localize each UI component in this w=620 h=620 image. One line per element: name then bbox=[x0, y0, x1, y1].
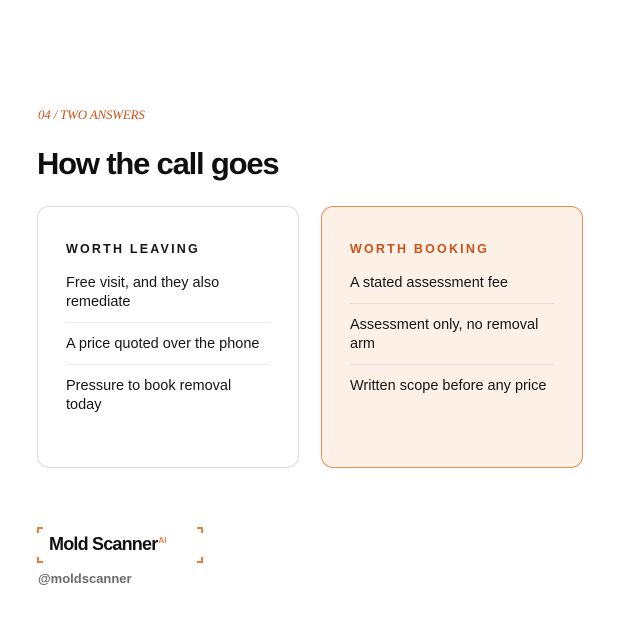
list-item: A price quoted over the phone bbox=[66, 323, 270, 365]
card-heading-booking: WORTH BOOKING bbox=[350, 242, 490, 256]
list-item: A stated assessment fee bbox=[350, 262, 554, 304]
booking-list bbox=[350, 262, 554, 406]
worth-booking-card bbox=[321, 206, 583, 468]
corner-bracket-icon bbox=[197, 557, 203, 563]
list-item: Written scope before any price bbox=[350, 378, 547, 394]
leaving-list bbox=[66, 262, 270, 425]
page-title: How the call goes bbox=[37, 146, 279, 181]
section-eyebrow: 04 / TWO ANSWERS bbox=[38, 107, 145, 122]
list-item: Pressure to book removal today bbox=[66, 378, 232, 413]
corner-bracket-icon bbox=[37, 557, 43, 563]
brand-logo bbox=[37, 527, 203, 563]
corner-bracket-icon bbox=[37, 527, 43, 533]
brand-wordmark bbox=[49, 534, 166, 555]
brand-name: Mold Scanner bbox=[49, 534, 158, 554]
social-handle: @moldscanner bbox=[38, 571, 132, 586]
list-item: Assessment only, no removal arm bbox=[350, 304, 554, 365]
brand-suffix: AI bbox=[158, 536, 167, 545]
list-item: Free visit, and they also remediate bbox=[66, 262, 270, 323]
corner-bracket-icon bbox=[197, 527, 203, 533]
card-heading-leaving: WORTH LEAVING bbox=[66, 242, 200, 256]
worth-leaving-card bbox=[37, 206, 299, 468]
